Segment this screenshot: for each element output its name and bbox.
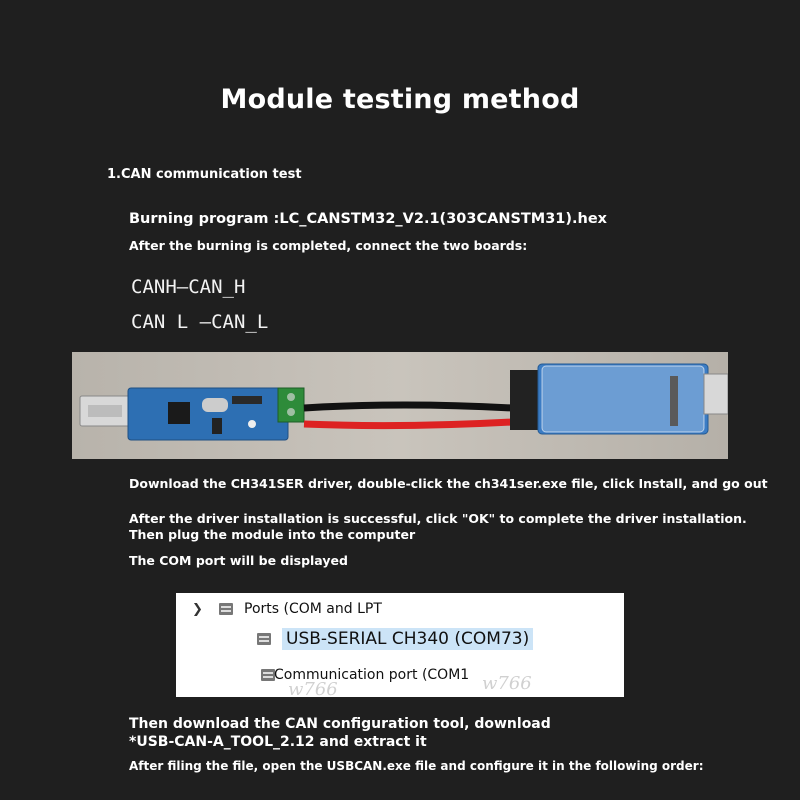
config-tool-line-2: *USB-CAN-A_TOOL_2.12 and extract it — [129, 734, 427, 750]
config-tool-text — [129, 715, 551, 751]
port-icon — [254, 629, 274, 649]
usb-serial-port-item[interactable] — [254, 628, 533, 650]
watermark-text: w766 — [288, 679, 338, 697]
port-icon — [216, 599, 236, 619]
device-manager-panel — [176, 593, 624, 697]
usb-serial-port-label: USB-SERIAL CH340 (COM73) — [282, 628, 533, 650]
driver-success-line: After the driver installation is successful, click "OK" to complete the driver installation. — [129, 511, 747, 526]
ports-category[interactable] — [192, 599, 382, 619]
plug-module-line: Then plug the module into the computer — [129, 527, 416, 542]
watermark-text: w766 — [482, 673, 532, 694]
burning-program-line: Burning program :LC_CANSTM32_V2.1(303CANSTM31).hex — [129, 211, 608, 227]
driver-download-line: Download the CH341SER driver, double-click the ch341ser.exe file, click Install, and go out — [129, 476, 768, 491]
page-title: Module testing method — [220, 84, 580, 115]
com-port-line: The COM port will be displayed — [129, 553, 348, 568]
usbcan-instruction-line: After filing the file, open the USBCAN.exe file and configure it in the following order: — [129, 759, 704, 773]
connection-canh: CANH—CAN_H — [131, 276, 246, 298]
chevron-down-icon[interactable]: ❯ — [192, 601, 203, 617]
after-burn-line: After the burning is completed, connect the two boards: — [129, 238, 528, 253]
boards-photo — [72, 352, 728, 459]
connection-canl: CAN L —CAN_L — [131, 311, 269, 333]
ports-category-label: Ports (COM and LPT — [244, 601, 382, 617]
config-tool-line-1: Then download the CAN configuration tool, download — [129, 716, 551, 732]
section-heading: 1.CAN communication test — [107, 167, 302, 182]
communication-port-label: Communication port (COM1 — [274, 667, 470, 683]
